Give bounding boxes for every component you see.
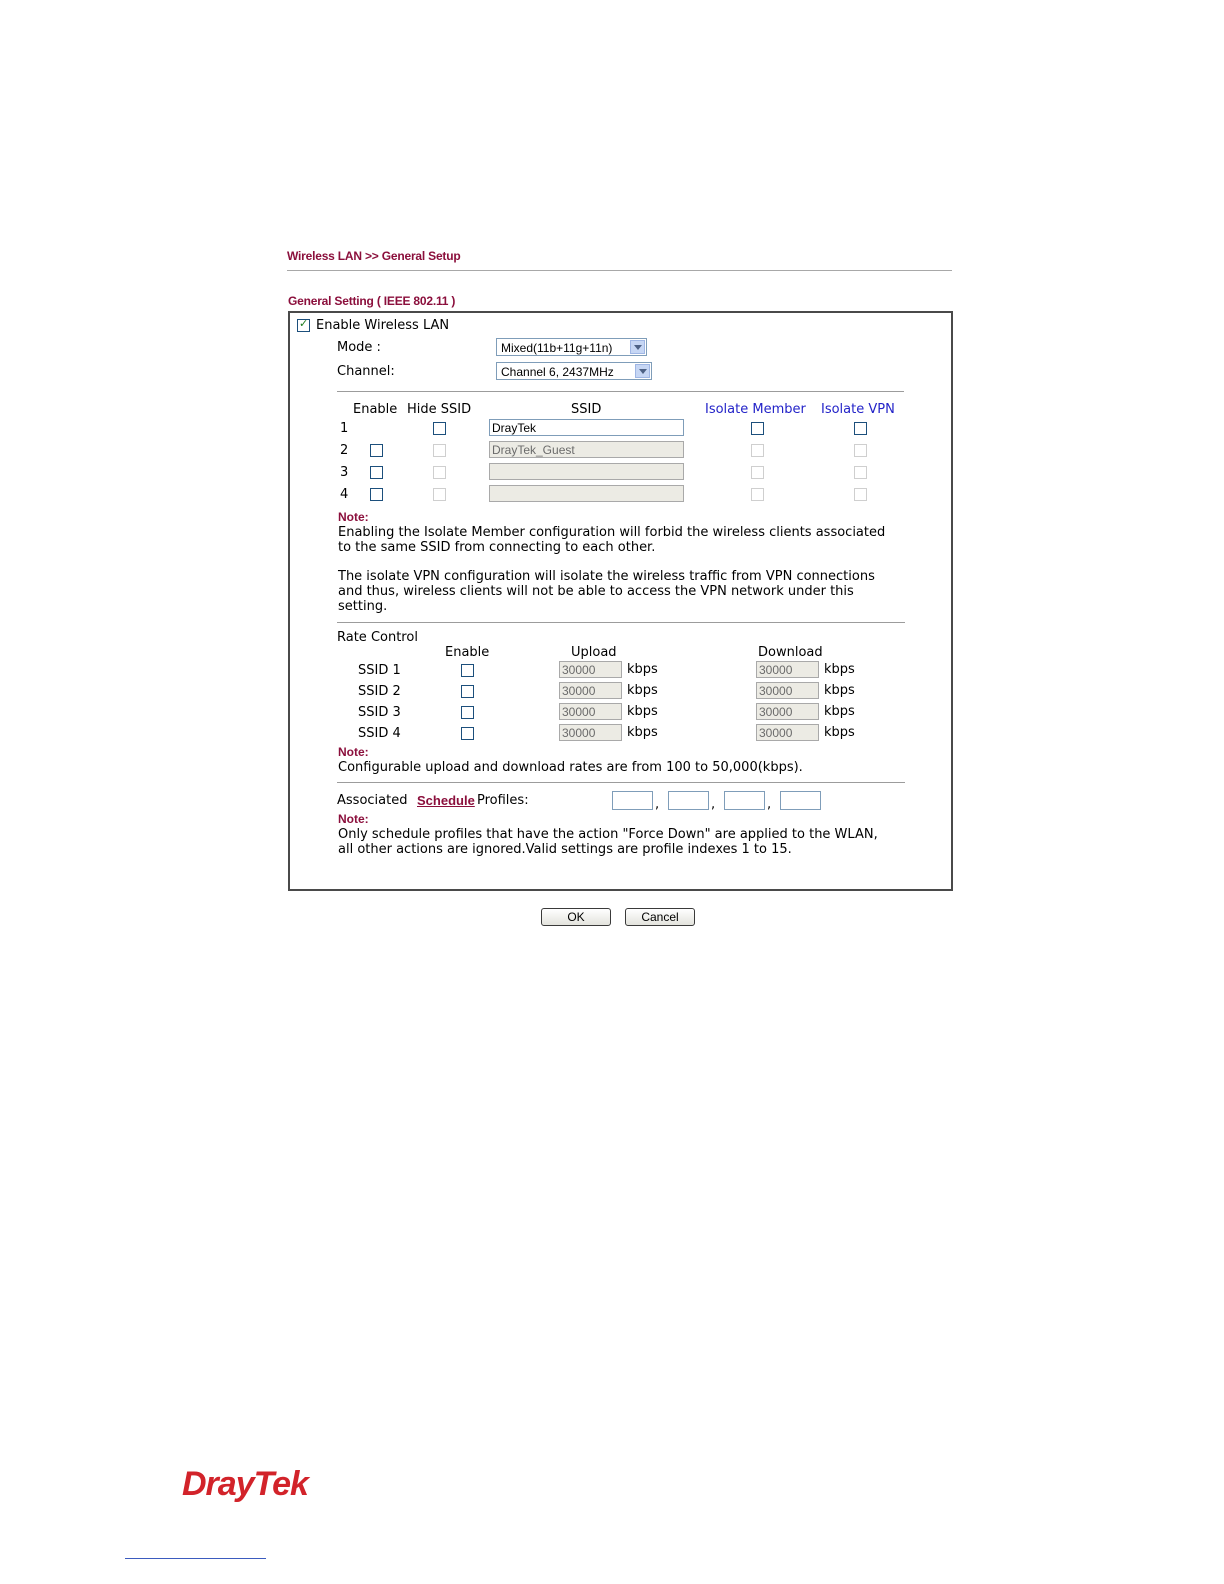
schedule-prefix: Associated bbox=[337, 793, 408, 808]
rate-header-enable: Enable bbox=[445, 645, 490, 660]
hide-ssid-4-checkbox[interactable] bbox=[433, 488, 446, 501]
enable-wireless-lan-checkbox[interactable] bbox=[297, 319, 310, 332]
isolate-vpn-1-checkbox[interactable] bbox=[854, 422, 867, 435]
note-text: Configurable upload and download rates are from 100 to 50,000(kbps). bbox=[338, 760, 803, 775]
note-text: Only schedule profiles that have the action "Force Down" are applied to the WLAN, bbox=[338, 827, 878, 842]
rate-enable-1-checkbox[interactable] bbox=[461, 664, 474, 677]
ssid-4-input[interactable] bbox=[489, 485, 684, 502]
rate-ssid-label: SSID 2 bbox=[358, 684, 401, 699]
note-text: setting. bbox=[338, 599, 388, 614]
section-title: General Setting ( IEEE 802.11 ) bbox=[288, 294, 456, 308]
footer-divider bbox=[125, 1558, 266, 1559]
hide-ssid-2-checkbox[interactable] bbox=[433, 444, 446, 457]
kbps-unit: kbps bbox=[627, 683, 658, 698]
rate-header-download: Download bbox=[758, 645, 823, 660]
upload-2-input[interactable]: 30000 bbox=[559, 682, 622, 699]
isolate-vpn-3-checkbox[interactable] bbox=[854, 466, 867, 479]
download-3-input[interactable]: 30000 bbox=[756, 703, 819, 720]
ssid-row-number: 4 bbox=[340, 487, 349, 502]
divider bbox=[337, 622, 905, 623]
separator: , bbox=[711, 797, 716, 812]
ssid-row-number: 3 bbox=[340, 465, 349, 480]
mode-select-value: Mixed(11b+11g+11n) bbox=[501, 341, 613, 355]
isolate-member-3-checkbox[interactable] bbox=[751, 466, 764, 479]
ssid-row-number: 2 bbox=[340, 443, 349, 458]
download-4-input[interactable]: 30000 bbox=[756, 724, 819, 741]
chevron-down-icon bbox=[630, 340, 645, 354]
isolate-vpn-2-checkbox[interactable] bbox=[854, 444, 867, 457]
divider bbox=[337, 391, 904, 392]
enable-ssid-3-checkbox[interactable] bbox=[370, 466, 383, 479]
rate-enable-3-checkbox[interactable] bbox=[461, 706, 474, 719]
note-heading: Note: bbox=[338, 745, 369, 759]
schedule-profile-4-input[interactable] bbox=[780, 791, 821, 810]
note-text: Enabling the Isolate Member configuration will forbid the wireless clients associated bbox=[338, 525, 886, 540]
schedule-link[interactable]: Schedule bbox=[417, 793, 475, 808]
ssid-header-isolate-vpn: Isolate VPN bbox=[821, 402, 895, 417]
divider bbox=[337, 782, 905, 783]
kbps-unit: kbps bbox=[627, 662, 658, 677]
channel-label: Channel: bbox=[337, 364, 395, 379]
hide-ssid-1-checkbox[interactable] bbox=[433, 422, 446, 435]
note-text: to the same SSID from connecting to each other. bbox=[338, 540, 656, 555]
enable-ssid-2-checkbox[interactable] bbox=[370, 444, 383, 457]
isolate-member-1-checkbox[interactable] bbox=[751, 422, 764, 435]
download-2-input[interactable]: 30000 bbox=[756, 682, 819, 699]
schedule-profile-2-input[interactable] bbox=[668, 791, 709, 810]
kbps-unit: kbps bbox=[824, 662, 855, 677]
ssid-header-isolate-member: Isolate Member bbox=[705, 402, 806, 417]
kbps-unit: kbps bbox=[627, 725, 658, 740]
channel-select[interactable] bbox=[496, 362, 652, 380]
isolate-member-4-checkbox[interactable] bbox=[751, 488, 764, 501]
draytek-logo: DrayTek bbox=[182, 1465, 308, 1503]
mode-label: Mode : bbox=[337, 340, 381, 355]
isolate-member-2-checkbox[interactable] bbox=[751, 444, 764, 457]
enable-ssid-4-checkbox[interactable] bbox=[370, 488, 383, 501]
ssid-header-enable: Enable bbox=[353, 402, 398, 417]
rate-ssid-label: SSID 4 bbox=[358, 726, 401, 741]
note-heading: Note: bbox=[338, 812, 369, 826]
breadcrumb: Wireless LAN >> General Setup bbox=[287, 249, 461, 263]
isolate-vpn-4-checkbox[interactable] bbox=[854, 488, 867, 501]
rate-ssid-label: SSID 3 bbox=[358, 705, 401, 720]
note-text: and thus, wireless clients will not be able to access the VPN network under this bbox=[338, 584, 854, 599]
download-1-input[interactable]: 30000 bbox=[756, 661, 819, 678]
upload-3-input[interactable]: 30000 bbox=[559, 703, 622, 720]
rate-control-label: Rate Control bbox=[337, 630, 418, 645]
ssid-header-hide: Hide SSID bbox=[407, 402, 472, 417]
note-heading: Note: bbox=[338, 510, 369, 524]
upload-1-input[interactable]: 30000 bbox=[559, 661, 622, 678]
ssid-3-input[interactable] bbox=[489, 463, 684, 480]
chevron-down-icon bbox=[635, 364, 650, 378]
upload-4-input[interactable]: 30000 bbox=[559, 724, 622, 741]
schedule-suffix: Profiles: bbox=[477, 793, 529, 808]
kbps-unit: kbps bbox=[824, 683, 855, 698]
rate-header-upload: Upload bbox=[571, 645, 617, 660]
channel-select-value: Channel 6, 2437MHz bbox=[501, 365, 614, 379]
ssid-2-input[interactable]: DrayTek_Guest bbox=[489, 441, 684, 458]
breadcrumb-divider bbox=[287, 270, 952, 271]
hide-ssid-3-checkbox[interactable] bbox=[433, 466, 446, 479]
schedule-profile-3-input[interactable] bbox=[724, 791, 765, 810]
ssid-header-ssid: SSID bbox=[571, 402, 602, 417]
rate-ssid-label: SSID 1 bbox=[358, 663, 401, 678]
ssid-1-input[interactable]: DrayTek bbox=[489, 419, 684, 436]
kbps-unit: kbps bbox=[824, 725, 855, 740]
ssid-row-number: 1 bbox=[340, 421, 349, 436]
enable-wireless-lan-label: Enable Wireless LAN bbox=[316, 318, 450, 333]
schedule-profile-1-input[interactable] bbox=[612, 791, 653, 810]
cancel-button[interactable]: Cancel bbox=[625, 908, 695, 926]
mode-select[interactable] bbox=[496, 338, 647, 356]
separator: , bbox=[767, 797, 772, 812]
ok-button[interactable]: OK bbox=[541, 908, 611, 926]
kbps-unit: kbps bbox=[824, 704, 855, 719]
rate-enable-4-checkbox[interactable] bbox=[461, 727, 474, 740]
note-text: The isolate VPN configuration will isolate the wireless traffic from VPN connections bbox=[338, 569, 875, 584]
kbps-unit: kbps bbox=[627, 704, 658, 719]
rate-enable-2-checkbox[interactable] bbox=[461, 685, 474, 698]
note-text: all other actions are ignored.Valid settings are profile indexes 1 to 15. bbox=[338, 842, 792, 857]
separator: , bbox=[655, 797, 660, 812]
